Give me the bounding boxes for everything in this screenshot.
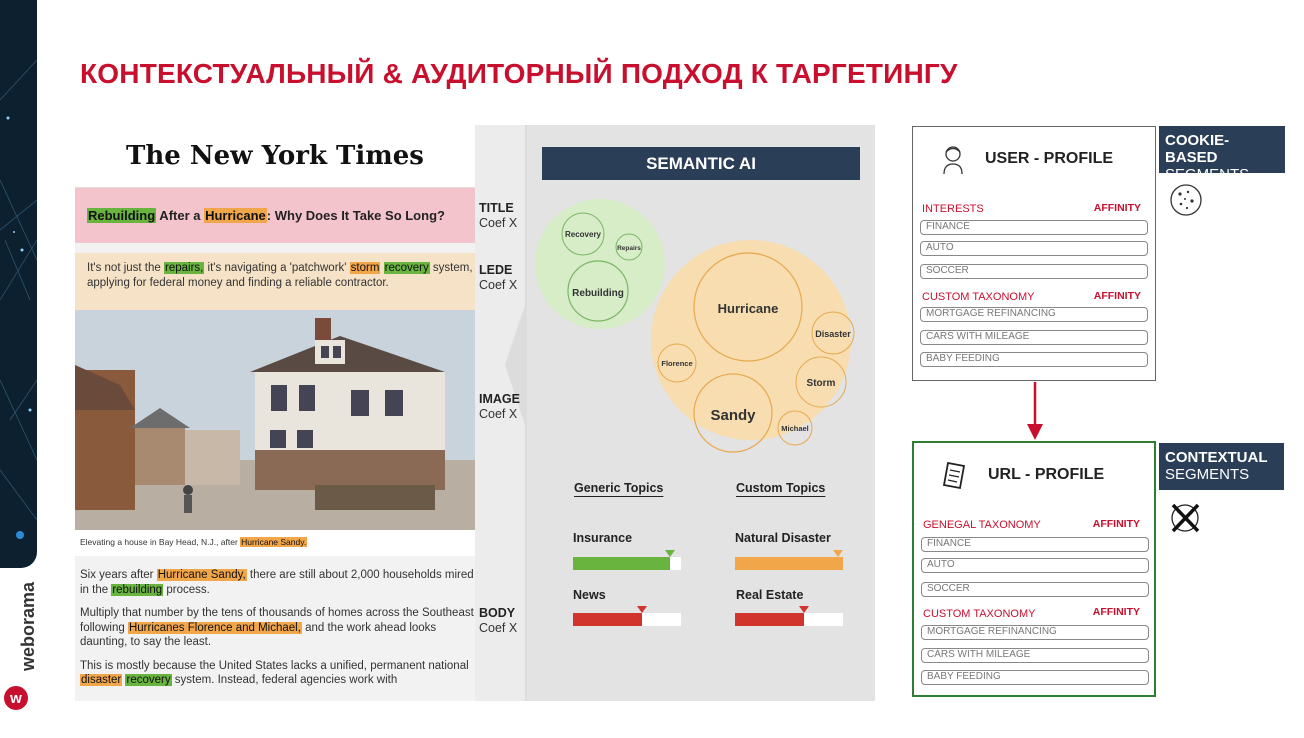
affinity-label: AFFINITY <box>1093 202 1141 214</box>
text-fragment: and the work ahead looks daunting, to say the least. <box>80 621 437 648</box>
text-fragment: process. <box>163 583 210 596</box>
highlight-green: recovery <box>384 262 429 274</box>
body-paragraph <box>80 606 475 650</box>
text-fragment: Multiply that number by the tens of thousands of homes across the Southeast following <box>80 607 474 634</box>
cookie-icon <box>1168 182 1204 218</box>
section-coef: Coef X <box>479 278 518 292</box>
user-profile-header <box>913 127 1155 191</box>
topic-bar-fill <box>735 613 804 626</box>
segment-pill: SOCCER <box>920 264 1148 279</box>
topic-bar <box>735 557 843 570</box>
bubble-label: Michael <box>781 424 809 433</box>
highlight-orange: disaster <box>81 674 122 686</box>
text-fragment: there are still about 2,000 households mired in the <box>80 569 474 596</box>
user-profile-card <box>912 126 1156 381</box>
bubble-label: Repairs <box>617 245 641 252</box>
topic-bar <box>573 613 681 626</box>
segment-pill: AUTO <box>920 241 1148 256</box>
bubble-label: Florence <box>661 359 693 368</box>
bubble-label: Rebuilding <box>572 288 624 299</box>
segment-pill: AUTO <box>921 558 1149 573</box>
interests-label: INTERESTS <box>922 203 984 215</box>
text-fragment: : Why Does It Take So Long? <box>266 208 445 223</box>
topic-bar-fill <box>573 613 642 626</box>
cookie-based-segments-tag <box>1159 126 1285 183</box>
custom-taxonomy-label: CUSTOM TAXONOMY <box>922 291 1035 303</box>
tag-rest: SEGMENTS <box>1165 466 1250 483</box>
segment-pill: FINANCE <box>921 537 1149 552</box>
segment-pill: FINANCE <box>920 220 1148 235</box>
page-title: КОНТЕКСТУАЛЬНЫЙ & АУДИТОРНЫЙ ПОДХОД К ТАРГЕТИНГУ <box>80 58 958 89</box>
article-lede <box>75 253 475 310</box>
highlight-orange: Hurricane <box>205 208 266 223</box>
text-fragment: it's navigating a 'patchwork' <box>204 262 350 274</box>
topic-label: News <box>573 588 606 602</box>
url-profile-header <box>914 443 1154 507</box>
affinity-label: AFFINITY <box>1093 290 1141 302</box>
label-title <box>479 201 517 231</box>
network-lines <box>0 0 37 568</box>
general-taxonomy-label: GENEGAL TAXONOMY <box>923 519 1041 531</box>
semantic-ai-panel <box>527 125 875 701</box>
url-profile-title: URL - PROFILE <box>988 466 1105 483</box>
body-paragraph <box>80 659 475 688</box>
highlight-orange: Hurricanes Florence and Michael, <box>128 621 301 634</box>
topic-label: Insurance <box>573 531 633 545</box>
section-coef: Coef X <box>479 407 518 421</box>
user-profile-title: USER - PROFILE <box>985 150 1114 167</box>
topic-bar <box>573 557 681 570</box>
text-fragment: After a <box>156 208 205 223</box>
bubble-label: Hurricane <box>717 301 779 316</box>
affinity-label: AFFINITY <box>1092 606 1140 618</box>
section-coef: Coef X <box>479 216 518 230</box>
section-name: TITLE <box>479 201 514 215</box>
text-fragment: system. Instead, federal agencies work with <box>171 674 398 686</box>
no-cookie-icon <box>1168 500 1204 536</box>
section-name: LEDE <box>479 263 513 277</box>
section-name: BODY <box>479 606 516 620</box>
bubble-label: Storm <box>806 378 836 389</box>
weborama-logo-icon: w <box>4 686 28 710</box>
affinity-label: AFFINITY <box>1092 518 1140 530</box>
highlight-green: rebuilding <box>112 583 163 596</box>
highlight-orange: Hurricane Sandy. <box>241 537 307 547</box>
segment-pill: MORTGAGE REFINANCING <box>920 307 1148 322</box>
text-fragment: It's not just the <box>87 262 164 274</box>
article-title <box>75 188 475 243</box>
text-fragment: This is mostly because the United States lacks a unified, permanent national <box>80 659 469 672</box>
label-image <box>479 392 520 422</box>
tag-bold: COOKIE-BASED <box>1165 132 1230 166</box>
topic-bar <box>735 613 843 626</box>
segment-pill: BABY FEEDING <box>921 670 1149 685</box>
text-fragment: Six years after <box>80 569 157 581</box>
highlight-orange: Hurricane Sandy, <box>157 569 246 581</box>
segment-pill: SOCCER <box>921 582 1149 597</box>
label-body <box>479 606 517 636</box>
body-paragraph <box>80 568 475 597</box>
text-fragment: system, applying for federal money and finding a reliable contractor. <box>87 262 473 289</box>
arrow-down-icon <box>1026 382 1044 442</box>
bubble-label: Recovery <box>564 230 602 239</box>
segment-pill: BABY FEEDING <box>920 352 1148 367</box>
topic-marker-icon <box>637 606 647 613</box>
label-lede <box>479 263 517 293</box>
article-panel <box>75 125 475 701</box>
highlight-green: repairs, <box>165 262 204 274</box>
highlight-orange: storm <box>350 262 380 274</box>
highlight-green: Rebuilding <box>88 208 156 223</box>
generic-topics-heading: Generic Topics <box>574 481 664 495</box>
section-labels <box>475 125 527 701</box>
topic-label: Real Estate <box>736 588 804 602</box>
bubble-label: Disaster <box>815 329 851 339</box>
document-icon <box>942 460 968 490</box>
custom-taxonomy-label: CUSTOM TAXONOMY <box>923 608 1036 620</box>
tag-rest: SEGMENTS <box>1165 166 1250 183</box>
topic-bar-fill <box>573 557 670 570</box>
text-fragment: Elevating a house in Bay Head, N.J., after <box>80 537 241 547</box>
semantic-ai-header: SEMANTIC AI <box>542 147 860 180</box>
highlight-green: recovery <box>126 674 171 686</box>
brand-name: weborama <box>18 582 38 672</box>
sidebar-network-graphic <box>0 0 37 568</box>
weborama-brand <box>2 578 38 718</box>
section-name: IMAGE <box>479 392 520 406</box>
article-photo <box>75 310 475 530</box>
segment-pill: CARS WITH MILEAGE <box>921 648 1149 663</box>
segment-pill: CARS WITH MILEAGE <box>920 330 1148 345</box>
photo-caption <box>75 530 475 556</box>
topic-bar-fill <box>735 557 843 570</box>
user-icon <box>941 143 965 175</box>
segment-pill: MORTGAGE REFINANCING <box>921 625 1149 640</box>
tag-bold: CONTEXTUAL <box>1165 449 1268 466</box>
url-profile-card <box>912 441 1156 697</box>
topic-label: Natural Disaster <box>735 531 831 545</box>
topic-bubbles <box>527 125 875 455</box>
house-illustration <box>75 310 475 530</box>
topic-marker-icon <box>833 550 843 557</box>
bubble-label: Sandy <box>710 407 756 424</box>
article-body <box>75 556 475 701</box>
section-coef: Coef X <box>479 621 518 635</box>
custom-topics-heading: Custom Topics <box>736 481 826 495</box>
topic-marker-icon <box>799 606 809 613</box>
nyt-masthead: The New York Times <box>75 125 475 188</box>
contextual-segments-tag <box>1159 443 1284 490</box>
topic-marker-icon <box>665 550 675 557</box>
